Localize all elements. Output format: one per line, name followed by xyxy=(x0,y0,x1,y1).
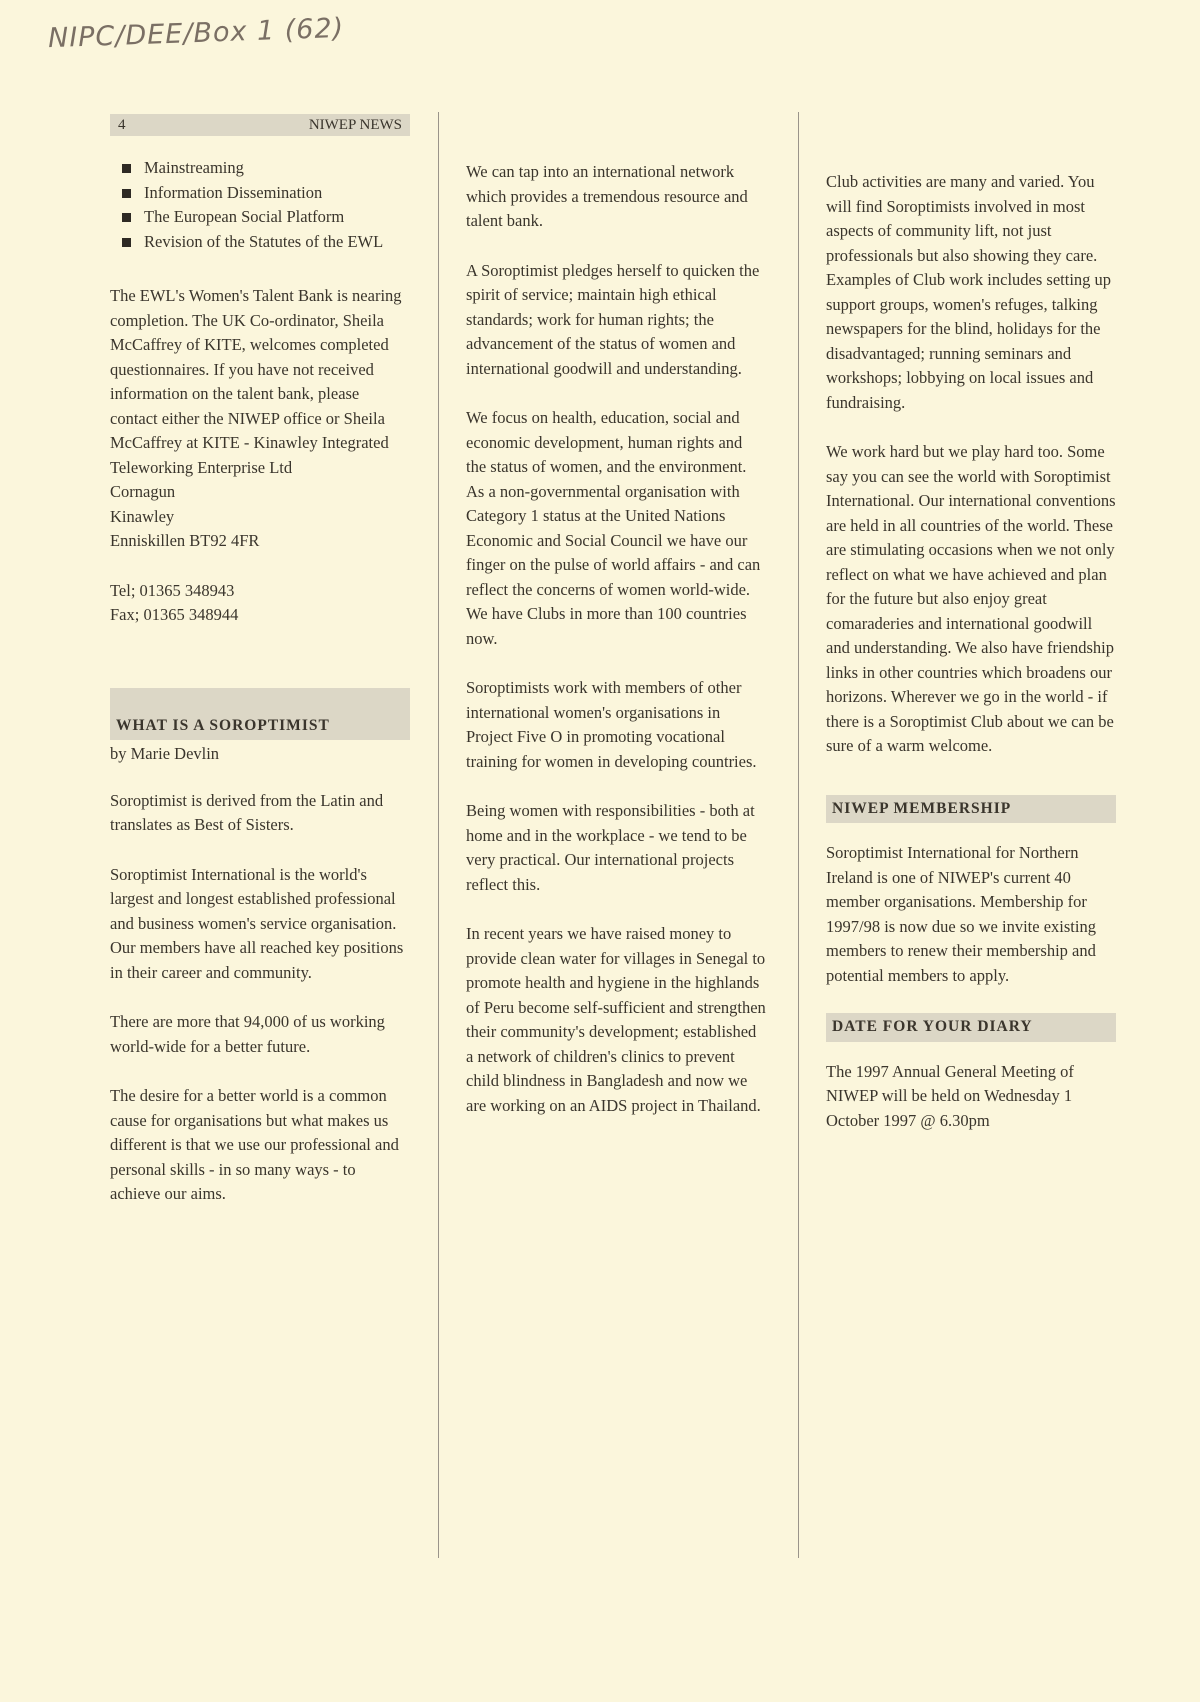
column-divider-1 xyxy=(438,112,439,1558)
kite-address: Cornagun Kinawley Enniskillen BT92 4FR xyxy=(110,482,260,550)
telephone: Tel; 01365 348943 xyxy=(110,580,235,600)
bullet-square-icon xyxy=(122,238,131,247)
paragraph: Being women with responsibilities - both at home and in the workplace - we tend to be very practical. Our international projects reflect this. xyxy=(466,801,755,894)
byline: by Marie Devlin xyxy=(110,744,220,763)
page-header xyxy=(110,114,410,136)
contact-numbers xyxy=(110,579,410,628)
diary-paragraph: The 1997 Annual General Meeting of NIWEP will be held on Wednesday 1 October 1997 @ 6.30pm xyxy=(826,1061,1074,1130)
paragraph: There are more that 94,000 of us working world-wide for a better future. xyxy=(110,1012,385,1056)
list-item: The European Social Platform xyxy=(110,205,410,230)
column-divider-2 xyxy=(798,112,799,1558)
paragraph: We work hard but we play hard too. Some say you can see the world with Soroptimist International. Our international conventions are held in all countries of the world. These are stimulating occasions when we not only reflect on what we have achieved and plan for the future but also enjoy great comaraderies and international goodwill and understanding. We also have friendship links in other countries which broadens our horizons. Wherever we go in the world - if there is a Soroptimist Club about we can be sure of a warm welcome. xyxy=(826,442,1116,755)
membership-heading: NIWEP MEMBERSHIP xyxy=(826,795,1116,824)
diary-heading: DATE FOR YOUR DIARY xyxy=(826,1013,1116,1042)
archive-annotation: NIPC/DEE/Box 1 (62) xyxy=(47,12,345,55)
newsletter-title: NIWEP NEWS xyxy=(308,117,402,133)
paragraph: A Soroptimist pledges herself to quicken the spirit of service; maintain high ethical standards; work for human rights; the advancement of the status of women and international goodwill and understanding. xyxy=(466,260,760,378)
column-1 xyxy=(110,114,410,1232)
bullet-square-icon xyxy=(122,189,131,198)
bullet-list xyxy=(110,156,410,254)
soroptimist-heading: WHAT IS A SOROPTIMIST xyxy=(110,688,410,741)
paragraph: In recent years we have raised money to provide clean water for villages in Senegal to promote health and hygiene in the highlands of Peru become self-sufficient and strengthen their community's development; established a network of children's clinics to prevent child blindness in Bangladesh and now we are working on an AIDS project in Thailand. xyxy=(466,924,766,1115)
bullet-square-icon xyxy=(122,164,131,173)
paragraph: We focus on health, education, social and economic development, human rights and the status of women, and the environment. As a non-governmental organisation with Category 1 status at the United Nations Economic and Social Council we have our finger on the pulse of world affairs - and can reflect the concerns of women world-wide. We have Clubs in more than 100 countries now. xyxy=(466,408,761,648)
fax: Fax; 01365 348944 xyxy=(110,605,239,624)
bullet-square-icon xyxy=(122,213,131,222)
page-number: 4 xyxy=(118,117,126,133)
paragraph: Club activities are many and varied. You will find Soroptimists involved in most aspects of community lift, not just professionals but also showing they care. Examples of Club work includes setting up support groups, women's refuges, talking newspapers for the blind, holidays for the disadvantaged; running seminars and workshops; lobbying on local issues and fundraising. xyxy=(826,172,1112,412)
paragraph: Soroptimist International is the world's largest and longest established professional and business women's service organisation. Our members have all reached key positions in their career and community. xyxy=(110,864,404,982)
list-item: Information Dissemination xyxy=(110,181,410,206)
talent-bank-paragraph: The EWL's Women's Talent Bank is nearing completion. The UK Co-ordinator, Sheila McCaffrey of KITE, welcomes completed questionnaires. If you have not received information on the talent bank, please contact either the NIWEP office or Sheila McCaffrey at KITE - Kinawley Integrated Teleworking Enterprise Ltd xyxy=(110,286,402,477)
paragraph: The desire for a better world is a common cause for organisations but what makes us different is that we use our professional and personal skills - in so many ways - to achieve our aims. xyxy=(110,1086,399,1203)
list-item: Mainstreaming xyxy=(110,156,410,181)
paragraph: Soroptimists work with members of other international women's organisations in Project Five O in promoting vocational training for women in developing countries. xyxy=(466,678,757,771)
column-2 xyxy=(466,160,766,1143)
membership-paragraph: Soroptimist International for Northern Ireland is one of NIWEP's current 40 member organisations. Membership for 1997/98 is now due so we invite existing members to renew their membership and potential members to apply. xyxy=(826,843,1096,985)
paragraph: Soroptimist is derived from the Latin and translates as Best of Sisters. xyxy=(110,790,384,834)
list-item: Revision of the Statutes of the EWL xyxy=(110,230,410,255)
paragraph: We can tap into an international network which provides a tremendous resource and talent bank. xyxy=(466,162,748,230)
column-3 xyxy=(826,170,1116,1158)
